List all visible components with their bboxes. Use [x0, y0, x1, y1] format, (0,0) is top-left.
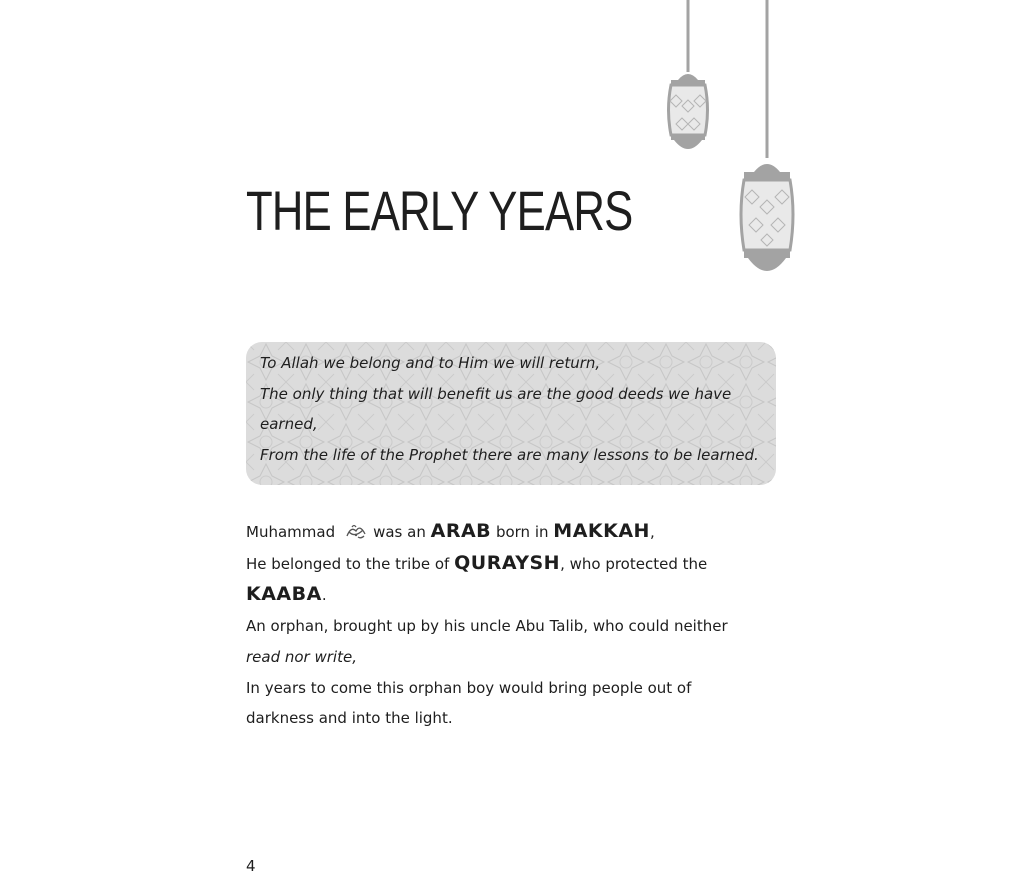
quote-line: earned,	[260, 415, 318, 433]
text-span: He belonged to the tribe of	[246, 554, 450, 573]
lantern-small-icon	[662, 0, 714, 160]
body-line: An orphan, brought up by his uncle Abu Talib, who could neither	[246, 617, 728, 636]
body-line: read nor write,	[246, 647, 357, 666]
emphasis-makkah: MAKKAH	[553, 520, 650, 542]
emphasis-quraysh: QURAYSH	[454, 551, 561, 574]
text-span: Muhammad	[246, 523, 336, 541]
body-line: darkness and into the light.	[246, 709, 453, 728]
text-span: , who protected the	[560, 554, 708, 573]
quote-line: From the life of the Prophet there are many lessons to be learned.	[260, 445, 759, 464]
body-line	[246, 516, 766, 548]
text-span: .	[321, 586, 327, 605]
pbuh-calligraphy-icon	[345, 522, 367, 540]
body-line	[246, 579, 766, 611]
body-paragraph	[246, 516, 766, 734]
text-span: was an	[373, 523, 426, 541]
lantern-large-icon	[736, 0, 798, 278]
quote-line: The only thing that will benefit us are the good deeds we have	[260, 384, 732, 403]
body-line	[246, 548, 766, 580]
text-span: born in	[495, 523, 549, 541]
emphasis-kaaba: KAABA	[246, 583, 322, 606]
page-number: 4	[246, 857, 256, 875]
text-span: ,	[649, 523, 655, 541]
quote-box	[246, 342, 776, 485]
chapter-title: THE EARLY YEARS	[246, 179, 633, 242]
body-line: In years to come this orphan boy would bring people out of	[246, 678, 692, 697]
quote-line: To Allah we belong and to Him we will return,	[260, 354, 601, 372]
quote-text	[260, 348, 762, 470]
emphasis-arab: ARAB	[430, 520, 492, 542]
